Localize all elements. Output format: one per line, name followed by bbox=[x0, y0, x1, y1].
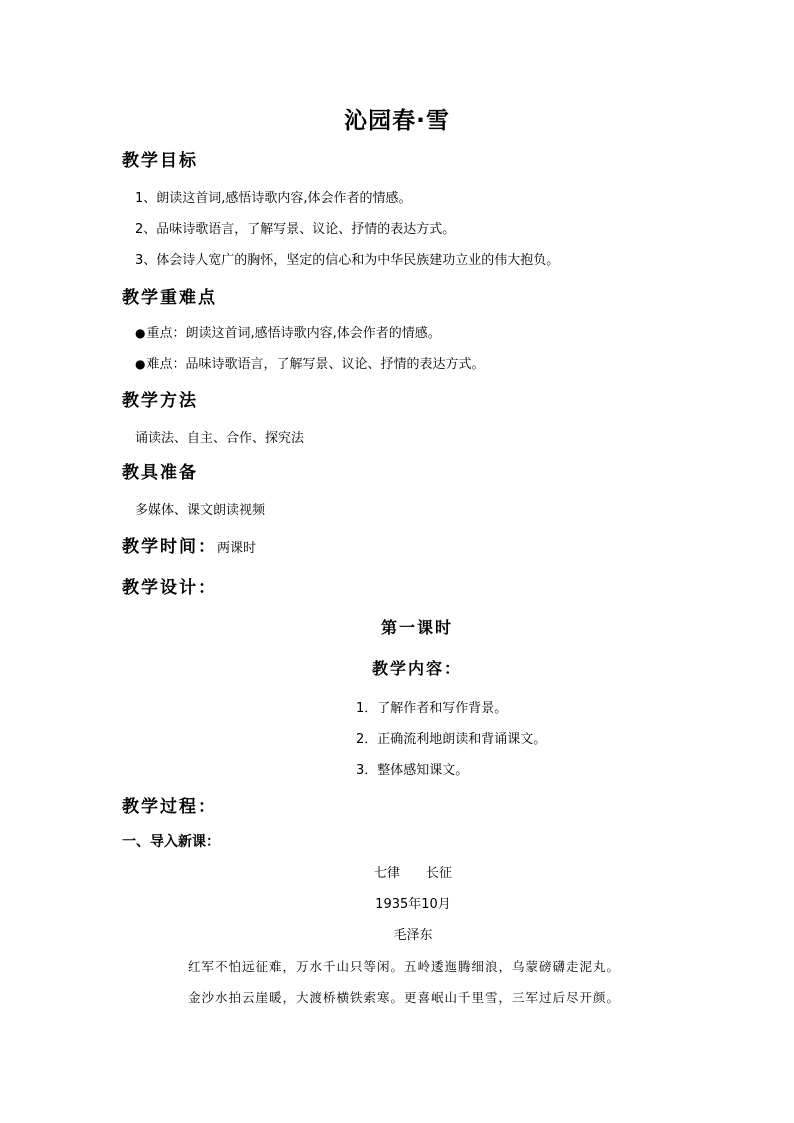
bullet-icon: ● bbox=[135, 326, 146, 340]
poem-line-1: 红军不怕远征难，万水千山只等闲。五岭逶迤腾细浪，乌蒙磅礴走泥丸。 bbox=[188, 959, 621, 974]
lesson-content-heading: 教学内容： bbox=[371, 659, 462, 678]
heading-teaching-design: 教学设计： bbox=[122, 578, 217, 598]
goal-item-3: 3、体会诗人宽广的胸怀，坚定的信心和为中华民族建功立业的伟大抱负。 bbox=[135, 253, 560, 268]
document-title: 沁园春·雪 bbox=[344, 108, 450, 134]
key-point-text: 重点：朗读这首词,感悟诗歌内容,体会作者的情感。 bbox=[146, 326, 441, 341]
process-step-intro: 一、导入新课： bbox=[122, 834, 220, 850]
poem-line-2: 金沙水拍云崖暖，大渡桥横铁索寒。更喜岷山千里雪，三军过后尽开颜。 bbox=[188, 990, 621, 1005]
poem-title: 七律 长征 bbox=[373, 866, 452, 881]
heading-teaching-process: 教学过程： bbox=[122, 797, 217, 817]
lesson-content-item-3: 3．整体感知课文。 bbox=[356, 763, 469, 778]
methods-text: 诵读法、自主、合作、探究法 bbox=[135, 431, 305, 446]
lesson-1-heading: 第一课时 bbox=[380, 618, 453, 637]
teaching-time-line bbox=[122, 532, 256, 557]
key-point-item bbox=[135, 322, 441, 341]
tools-text: 多媒体、课文朗读视频 bbox=[135, 503, 266, 518]
heading-teaching-methods: 教学方法 bbox=[122, 391, 198, 411]
difficult-point-text: 难点：品味诗歌语言，了解写景、议论、抒情的表达方式。 bbox=[146, 357, 485, 372]
poem-author: 毛泽东 bbox=[393, 928, 433, 943]
lesson-content-item-1: 1．了解作者和写作背景。 bbox=[356, 701, 508, 716]
lesson-content-item-2: 2．正确流利地朗读和背诵课文。 bbox=[356, 732, 547, 747]
heading-teaching-tools: 教具准备 bbox=[122, 463, 198, 483]
poem-date: 1935年10月 bbox=[375, 897, 451, 912]
heading-teaching-time: 教学时间： bbox=[122, 537, 217, 557]
heading-teaching-goals: 教学目标 bbox=[122, 151, 198, 171]
difficult-point-item bbox=[135, 353, 485, 372]
teaching-time-value: 两课时 bbox=[217, 541, 257, 556]
heading-key-difficult-points: 教学重难点 bbox=[122, 288, 217, 308]
goal-item-1: 1、朗读这首词,感悟诗歌内容,体会作者的情感。 bbox=[135, 191, 412, 206]
goal-item-2: 2、品味诗歌语言，了解写景、议论、抒情的表达方式。 bbox=[135, 222, 456, 237]
bullet-icon: ● bbox=[135, 357, 146, 371]
